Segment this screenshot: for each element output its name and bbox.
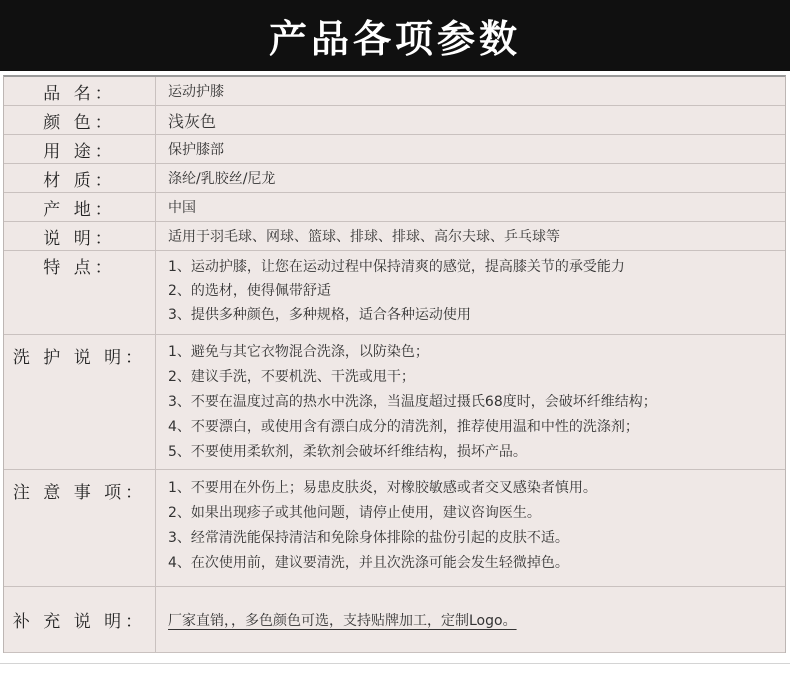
row-value [156,193,785,221]
row-label: 品 名： [4,77,156,105]
feature-line: 2、的选材，使得佩带舒适 [168,283,331,299]
row-name [4,77,785,106]
usage-value: 保护膝部 [168,142,224,158]
row-label: 注 意 事 项： [4,470,156,586]
row-value [156,335,785,469]
row-value [156,587,785,652]
notice-line: 3、经常清洗能保持清洁和免除身体排除的盐份引起的皮肤不适。 [168,530,569,546]
row-value [156,135,785,163]
extra-value: 厂家直销，，多色颜色可选，支持贴牌加工，定制Logo。 [168,612,517,629]
row-label: 用 途： [4,135,156,163]
row-material [4,164,785,193]
row-label: 洗 护 说 明： [4,335,156,469]
row-note [4,222,785,251]
row-label: 颜 色： [4,106,156,134]
washing-line: 2、建议手洗，不要机洗、干洗或甩干； [168,369,415,385]
row-value [156,251,785,334]
page-title: 产品各项参数 [268,17,521,61]
header-banner [0,0,790,71]
row-notice [4,470,785,587]
row-features [4,251,785,335]
notice-line: 1、不要用在外伤上；易患皮肤炎，对橡胶敏感或者交叉感染者慎用。 [168,480,597,496]
washing-line: 3、不要在温度过高的热水中洗涤，当温度超过摄氏68度时，会破坏纤维结构； [168,394,657,410]
row-origin [4,193,785,222]
washing-line: 4、不要漂白，或使用含有漂白成分的清洗剂，推荐使用温和中性的洗涤剂； [168,419,639,435]
row-value [156,470,785,586]
row-label: 特 点： [4,251,156,334]
row-label: 说 明： [4,222,156,250]
row-usage [4,135,785,164]
row-value [156,164,785,192]
washing-line: 5、不要使用柔软剂，柔软剂会破坏纤维结构，损坏产品。 [168,444,527,460]
row-value [156,77,785,105]
row-color [4,106,785,135]
name-value: 运动护膝 [168,84,224,100]
origin-value: 中国 [168,200,196,216]
material-value: 涤纶/乳胶丝/尼龙 [168,171,276,187]
color-value: 浅灰色 [168,111,217,131]
washing-line: 1、避免与其它衣物混合洗涤，以防染色； [168,344,429,360]
bottom-divider [0,663,790,664]
feature-line: 1、运动护膝，让您在运动过程中保持清爽的感觉，提高膝关节的承受能力 [168,259,625,275]
notice-line: 2、如果出现疹子或其他问题，请停止使用，建议咨询医生。 [168,505,541,521]
spec-table [3,75,786,653]
row-label: 材 质： [4,164,156,192]
row-extra [4,587,785,653]
row-value [156,222,785,250]
note-value: 适用于羽毛球、网球、篮球、排球、排球、高尔夫球、乒乓球等 [168,229,560,245]
row-value [156,106,785,134]
notice-line: 4、在次使用前，建议要清洗，并且次洗涤可能会发生轻微掉色。 [168,555,569,571]
row-washing [4,335,785,470]
feature-line: 3、提供多种颜色，多种规格，适合各种运动使用 [168,307,471,323]
row-label: 产 地： [4,193,156,221]
row-label: 补 充 说 明： [4,587,156,652]
